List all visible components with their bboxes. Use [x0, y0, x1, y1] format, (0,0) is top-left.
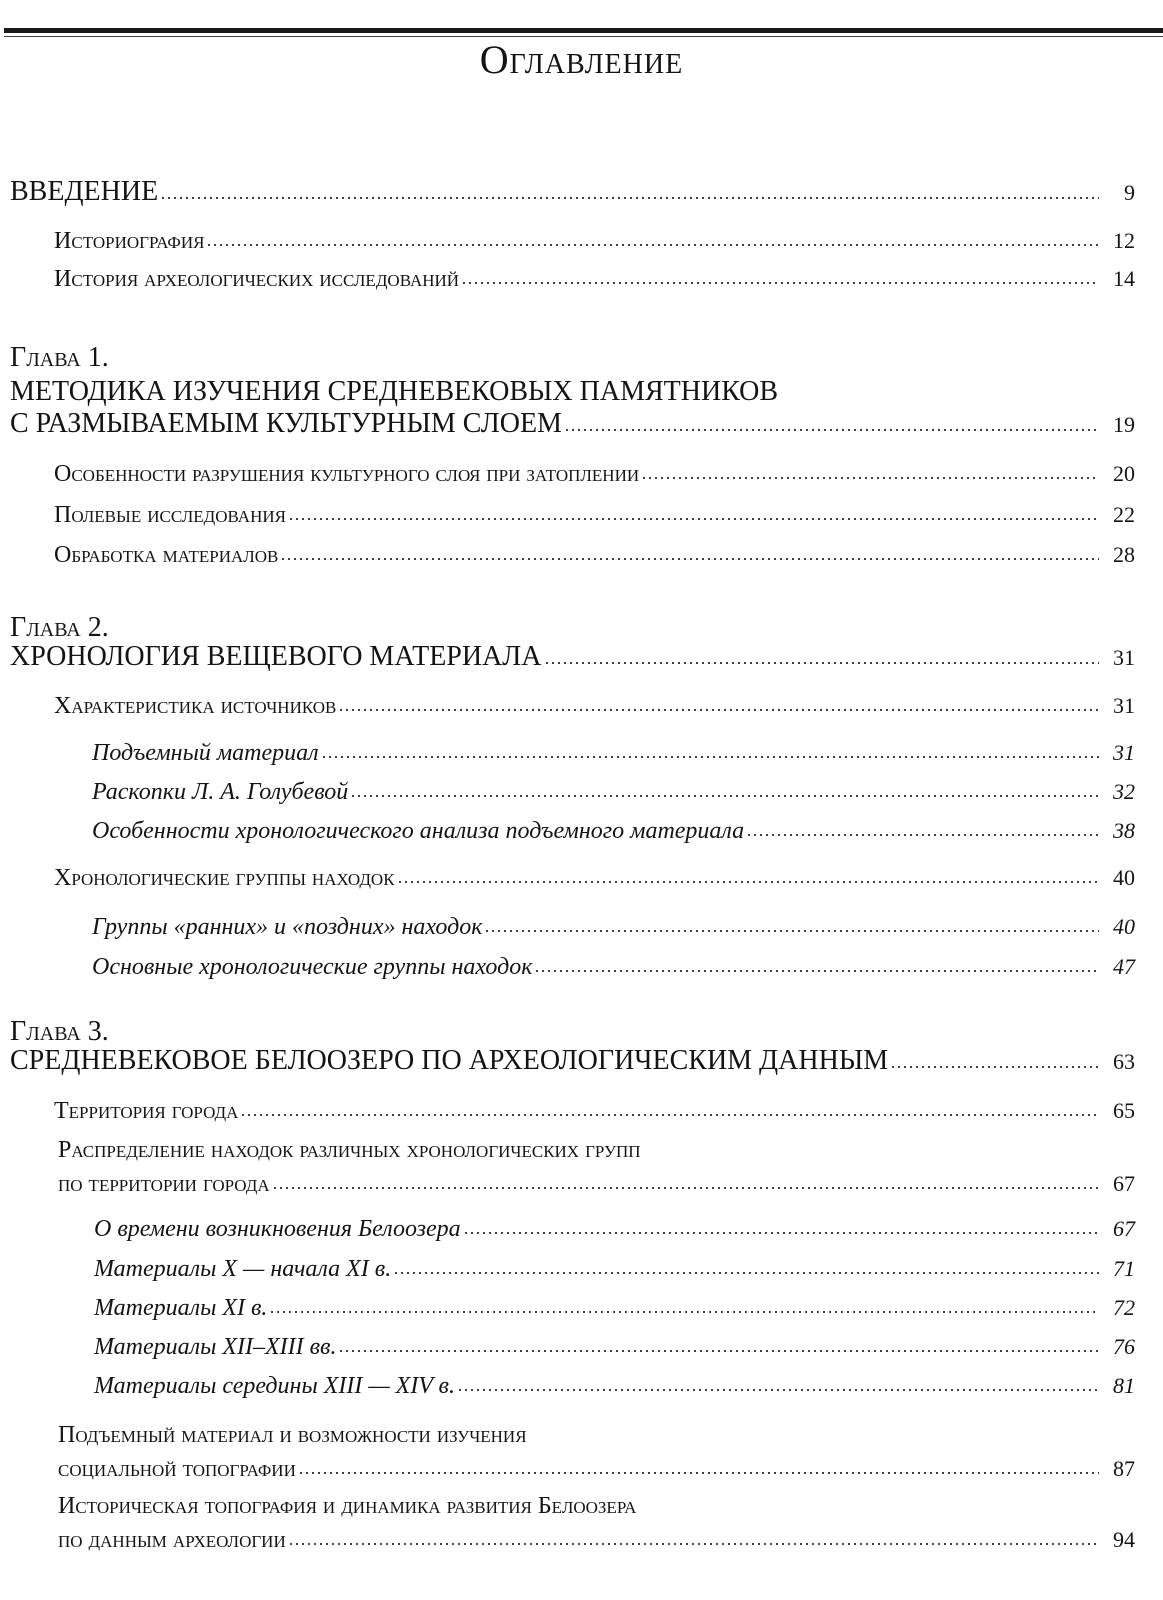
toc-entry-chapter-2[interactable]: [10, 643, 1135, 671]
chapter-heading: Глава 2.: [10, 612, 109, 643]
dot-leader: [641, 476, 1099, 480]
toc-entry[interactable]: [92, 780, 1135, 804]
dot-leader: [272, 1186, 1099, 1190]
entry-label: Характеристика источников: [54, 693, 337, 719]
toc-entry[interactable]: [54, 866, 1135, 890]
toc-entry-chapter-1[interactable]: [10, 378, 1135, 438]
entry-label: социальной топографии: [58, 1456, 296, 1482]
entry-label: Группы «ранних» и «поздних» находок: [92, 914, 483, 940]
dot-leader: [240, 1113, 1099, 1117]
toc-entry[interactable]: [54, 1099, 1135, 1123]
entry-label: О времени возникновения Белоозера: [94, 1216, 461, 1242]
dot-leader: [338, 1349, 1099, 1353]
page-number: 87: [1113, 1456, 1135, 1481]
entry-label: Материалы X — начала XI в.: [94, 1256, 392, 1282]
toc-entry[interactable]: [92, 915, 1135, 939]
page-number: 20: [1113, 461, 1135, 486]
entry-label: Раскопки Л. А. Голубевой: [92, 779, 349, 805]
dot-leader: [269, 1310, 1099, 1314]
entry-label-line: Подъемный материал и возможности изучения: [58, 1422, 527, 1448]
page-number: 81: [1113, 1373, 1135, 1398]
toc-entry[interactable]: [58, 1494, 1135, 1552]
toc-entry[interactable]: [94, 1257, 1135, 1281]
page-title: Оглавление: [479, 37, 684, 82]
dot-leader: [160, 196, 1099, 200]
page-number: 94: [1113, 1527, 1135, 1552]
page-number: 31: [1113, 740, 1135, 765]
dot-leader: [393, 1271, 1099, 1275]
dot-leader: [534, 969, 1099, 973]
dot-leader: [280, 557, 1099, 561]
dot-leader: [461, 281, 1099, 285]
toc-entry[interactable]: [94, 1217, 1135, 1241]
page-number: 47: [1113, 954, 1135, 979]
toc-entry[interactable]: [54, 267, 1135, 291]
page-number: 9: [1124, 180, 1135, 205]
entry-label: ХРОНОЛОГИЯ ВЕЩЕВОГО МАТЕРИАЛА: [10, 641, 542, 672]
entry-label: Обработка материалов: [54, 542, 279, 568]
dot-leader: [350, 794, 1099, 798]
toc-entry[interactable]: [54, 694, 1135, 718]
dot-leader: [544, 661, 1099, 665]
page-number: 40: [1113, 865, 1135, 890]
page-number: 71: [1113, 1256, 1135, 1281]
toc-entry[interactable]: [94, 1296, 1135, 1320]
dot-leader: [397, 880, 1099, 884]
page-number: 72: [1113, 1295, 1135, 1320]
toc-entry[interactable]: [92, 955, 1135, 979]
dot-leader: [746, 833, 1099, 837]
entry-label: Историография: [54, 228, 205, 254]
entry-label: Хронологические группы находок: [54, 865, 395, 891]
dot-leader: [288, 1542, 1099, 1546]
toc-entry[interactable]: [54, 503, 1135, 527]
entry-label: Подъемный материал: [92, 740, 319, 766]
page-number: 38: [1113, 818, 1135, 843]
entry-label-line: МЕТОДИКА ИЗУЧЕНИЯ СРЕДНЕВЕКОВЫХ ПАМЯТНИКОВ: [10, 376, 779, 407]
entry-label: по территории города: [58, 1171, 270, 1197]
toc-entry-intro[interactable]: [10, 178, 1135, 206]
page-number: 76: [1113, 1334, 1135, 1359]
page-number: 65: [1113, 1098, 1135, 1123]
dot-leader: [457, 1388, 1099, 1392]
entry-label: Основные хронологические группы находок: [92, 954, 533, 980]
toc-entry[interactable]: [94, 1335, 1135, 1359]
dot-leader: [463, 1231, 1099, 1235]
dot-leader: [298, 1471, 1099, 1475]
page-number: 19: [1113, 412, 1135, 437]
page-number: 28: [1113, 542, 1135, 567]
page-number: 12: [1113, 228, 1135, 253]
toc-entry[interactable]: [54, 462, 1135, 486]
dot-leader: [206, 243, 1099, 247]
page-number: 31: [1113, 645, 1135, 670]
page-number: 40: [1113, 914, 1135, 939]
chapter-heading: Глава 1.: [10, 342, 109, 373]
toc-entry[interactable]: [94, 1374, 1135, 1398]
toc-entry[interactable]: [92, 819, 1135, 843]
dot-leader: [338, 708, 1099, 712]
toc-entry[interactable]: [54, 229, 1135, 253]
toc-entry-chapter-3[interactable]: [10, 1047, 1135, 1075]
page-number: 31: [1113, 693, 1135, 718]
dot-leader: [288, 517, 1099, 521]
dot-leader: [890, 1065, 1099, 1069]
entry-label: Материалы XII–XIII вв.: [94, 1334, 337, 1360]
entry-label-line: Историческая топография и динамика развития Белоозера: [58, 1493, 637, 1519]
page-number: 67: [1113, 1216, 1135, 1241]
entry-label: Материалы XI в.: [94, 1295, 268, 1321]
entry-label-line: Распределение находок различных хронологических групп: [58, 1137, 641, 1163]
page-number: 63: [1113, 1049, 1135, 1074]
entry-label: СРЕДНЕВЕКОВОЕ БЕЛООЗЕРО ПО АРХЕОЛОГИЧЕСКИМ ДАННЫМ: [10, 1045, 889, 1076]
toc-entry[interactable]: [54, 543, 1135, 567]
entry-label: ВВЕДЕНИЕ: [10, 176, 159, 207]
dot-leader: [564, 428, 1099, 432]
entry-label: Территория города: [54, 1098, 239, 1124]
entry-label: Особенности разрушения культурного слоя при затоплении: [54, 461, 640, 487]
entry-label: С РАЗМЫВАЕМЫМ КУЛЬТУРНЫМ СЛОЕМ: [10, 408, 562, 439]
entry-label: по данным археологии: [58, 1527, 286, 1553]
toc-entry[interactable]: [58, 1138, 1135, 1196]
entry-label: История археологических исследований: [54, 266, 460, 292]
dot-leader: [321, 755, 1099, 759]
toc-entry[interactable]: [92, 741, 1135, 765]
page-number: 22: [1113, 502, 1135, 527]
chapter-heading: Глава 3.: [10, 1016, 109, 1047]
page-number: 32: [1113, 779, 1135, 804]
page-number: 14: [1113, 266, 1135, 291]
entry-label: Особенности хронологического анализа подъемного материала: [92, 818, 745, 844]
entry-label: Полевые исследования: [54, 502, 286, 528]
toc-entry[interactable]: [58, 1423, 1135, 1481]
dot-leader: [484, 929, 1099, 933]
page-number: 67: [1113, 1171, 1135, 1196]
entry-label: Материалы середины XIII — XIV в.: [94, 1373, 455, 1399]
